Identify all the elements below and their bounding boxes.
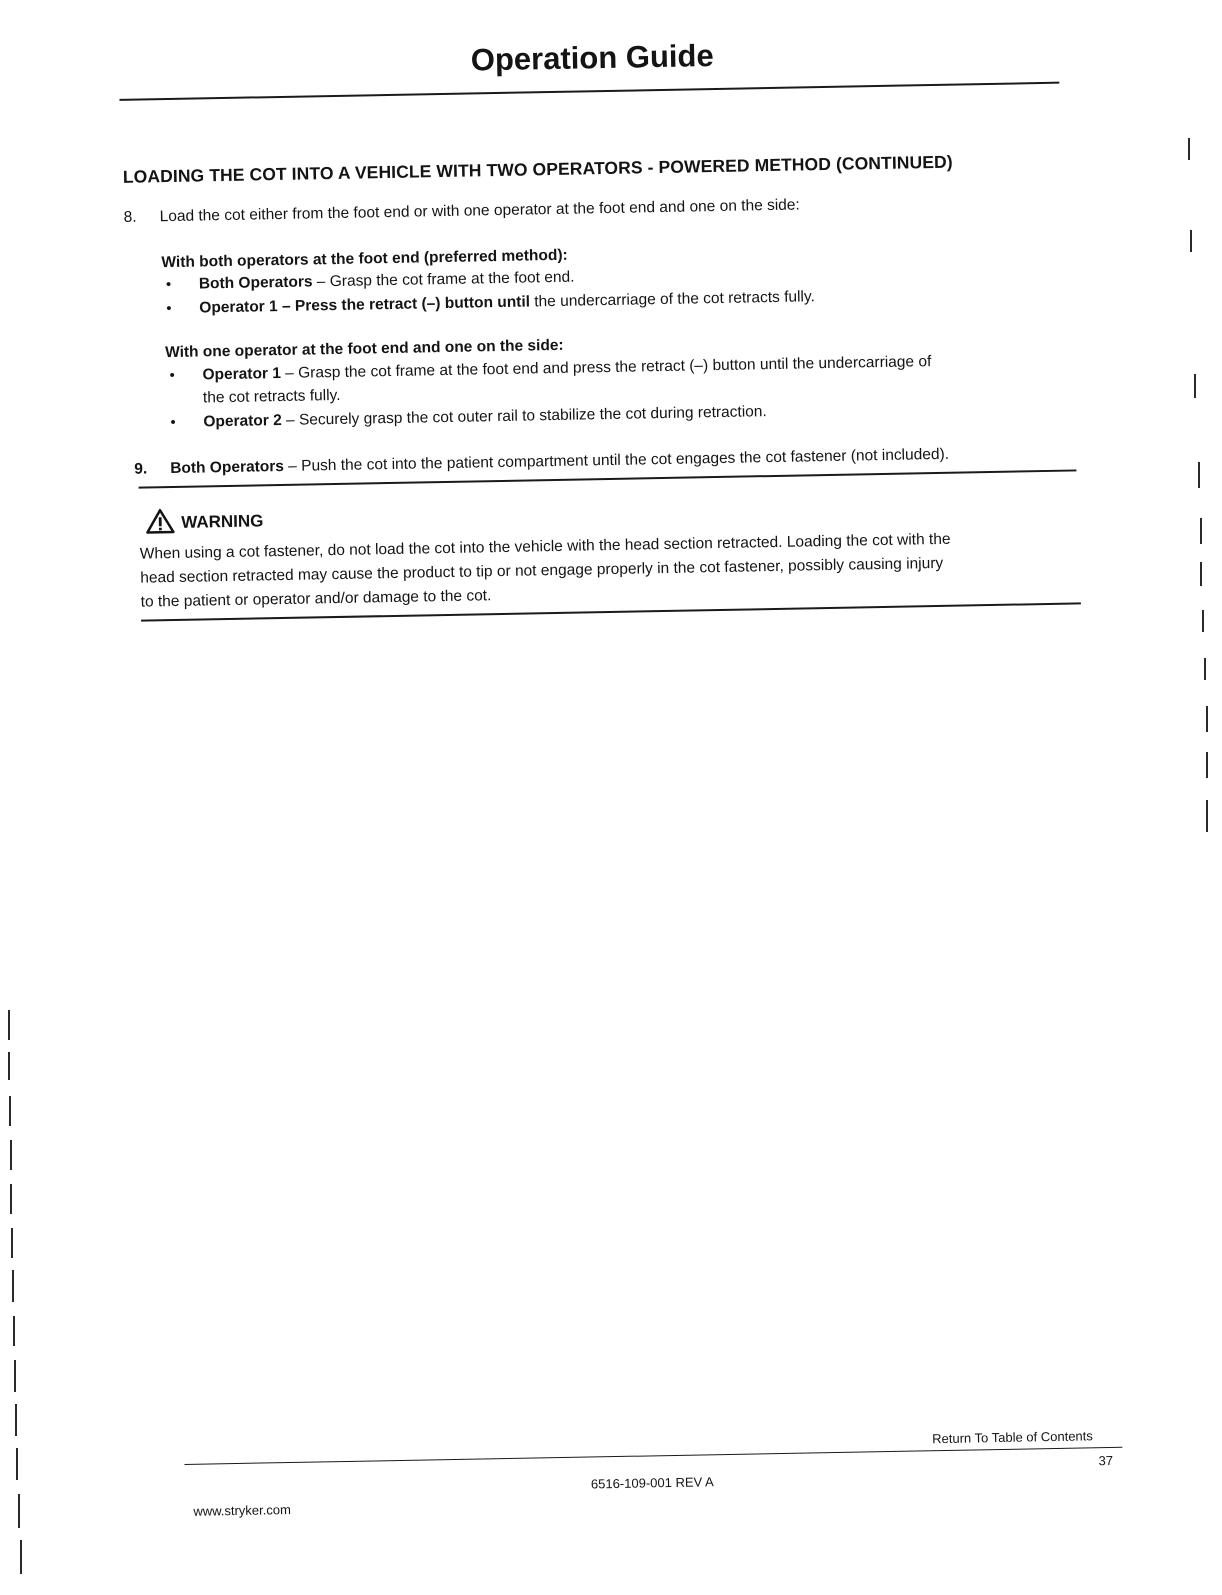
- item-label: Operator 2: [203, 411, 282, 431]
- bullet-icon: •: [169, 366, 175, 385]
- item-label: Operator 1: [202, 365, 282, 384]
- section-heading: LOADING THE COT INTO A VEHICLE WITH TWO OPERATORS - POWERED METHOD (CONTINUED): [122, 151, 953, 187]
- warning-triangle-icon: [145, 508, 176, 540]
- bullet-icon: •: [170, 413, 176, 432]
- method-b-item-1-cont: the cot retracts fully.: [202, 386, 341, 407]
- warning-line-2: head section retracted may cause the product to tip or not engage properly in the cot fastener, possibly causing injury: [140, 554, 944, 587]
- warning-line-1: When using a cot fastener, do not load the cot into the vehicle with the head section retracted. Loading the cot with the: [139, 530, 951, 563]
- page-title: Operation Guide: [470, 38, 714, 78]
- doc-number: 6516-109-001 REV A: [590, 1474, 714, 1492]
- bullet-icon: •: [166, 299, 172, 318]
- step-9-label: Both Operators: [170, 457, 285, 478]
- website: www.stryker.com: [193, 1502, 291, 1519]
- item-label: Both Operators: [198, 273, 313, 293]
- step-8-text: Load the cot either from the foot end or with one operator at the foot end and one on the side:: [159, 196, 800, 226]
- footer-rule: [184, 1447, 1122, 1465]
- toc-link[interactable]: Return To Table of Contents: [932, 1428, 1093, 1447]
- step-8-number: 8.: [123, 208, 137, 226]
- step-9-text: – Push the cot into the patient compartment until the cot engages the cot fastener (not included).: [283, 445, 950, 475]
- method-a-heading: With both operators at the foot end (preferred method):: [161, 246, 568, 272]
- warning-line-3: to the patient or operator and/or damage to the cot.: [140, 587, 492, 611]
- item-text: – Grasp the cot frame at the foot end.: [312, 268, 575, 291]
- step-9-number: 9.: [134, 460, 148, 478]
- method-b-heading: With one operator at the foot end and one on the side:: [164, 336, 564, 362]
- page-number: 37: [1098, 1452, 1114, 1469]
- warning-header: [145, 506, 264, 539]
- item-text: the undercarriage of the cot retracts fully.: [529, 288, 815, 311]
- item-text: – Securely grasp the cot outer rail to stabilize the cot during retraction.: [281, 403, 767, 429]
- method-a-item-2: [199, 288, 815, 317]
- title-rule: [119, 82, 1059, 101]
- warning-title: WARNING: [181, 511, 264, 532]
- step-8: [123, 196, 799, 226]
- method-b-item-2: [203, 403, 767, 431]
- method-a-item-1: [199, 269, 575, 294]
- item-label: Operator 1 – Press the retract (–) button until: [199, 293, 531, 317]
- bullet-icon: •: [165, 275, 172, 294]
- item-text: – Grasp the cot frame at the foot end and press the retract (–) button until the undercarriage of: [280, 353, 932, 382]
